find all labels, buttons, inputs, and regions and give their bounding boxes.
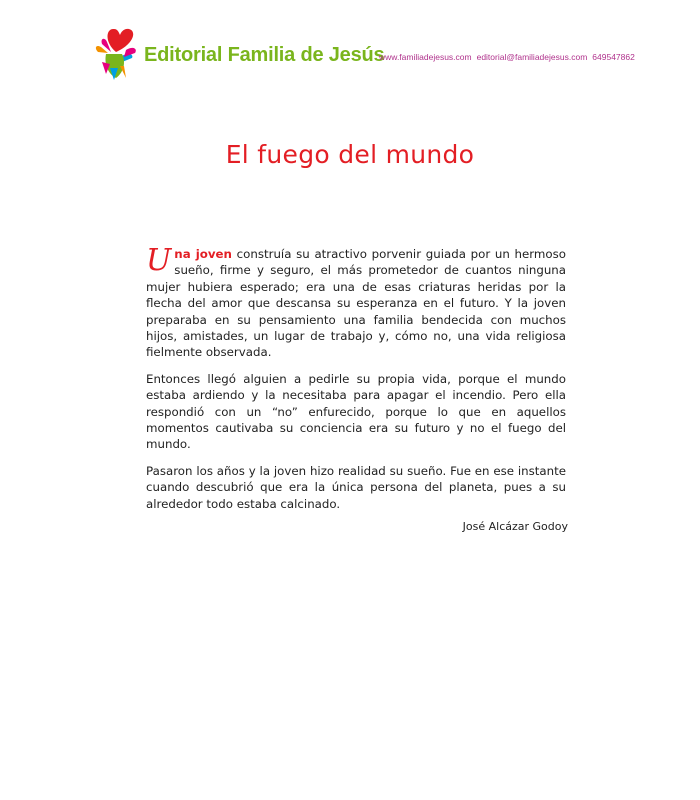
lead-words: na joven bbox=[174, 247, 232, 261]
paragraph-2: Entonces llegó alguien a pedirle su propia vida, porque el mundo estaba ardiendo y la necesitaba para apagar el incendio. Pero ella respondió con un “no” enfurecido, porque lo que en aquellos momentos cautivaba su conciencia era su futuro y no el fuego del mundo. bbox=[146, 371, 566, 452]
paragraph-1-text: construía su atractivo porvenir guiada por un hermoso sueño, firme y seguro, el más prometedor de cuantos ninguna mujer hubiera esperado; era una de esas criaturas heridas por la flecha del amor que descansa su esperanza en el futuro. Y la joven preparaba en su pensamiento una familia bendecida con muchos hijos, amistades, un lugar de trabajo y, cómo no, una vida religiosa fielmente observada. bbox=[146, 247, 566, 360]
header bbox=[92, 22, 652, 82]
paragraph-1 bbox=[146, 243, 566, 361]
publisher-name: Editorial Familia de Jesús bbox=[144, 44, 385, 66]
paragraph-3: Pasaron los años y la joven hizo realidad su sueño. Fue en ese instante cuando descubrió que era la única persona del planeta, pues a su alrededor todo estaba calcinado. bbox=[146, 463, 566, 511]
story-body bbox=[146, 243, 566, 522]
author-signature: José Alcázar Godoy bbox=[462, 520, 568, 533]
hands-heart-logo-icon bbox=[92, 22, 144, 80]
page-title: El fuego del mundo bbox=[225, 140, 475, 169]
email-link[interactable]: editorial@familiadejesus.com bbox=[476, 52, 588, 62]
website-link[interactable]: www.familiadejesus.com bbox=[379, 52, 472, 62]
drop-cap: U bbox=[146, 243, 172, 278]
phone-number: 649547862 bbox=[592, 52, 635, 62]
contact-info bbox=[379, 52, 640, 62]
